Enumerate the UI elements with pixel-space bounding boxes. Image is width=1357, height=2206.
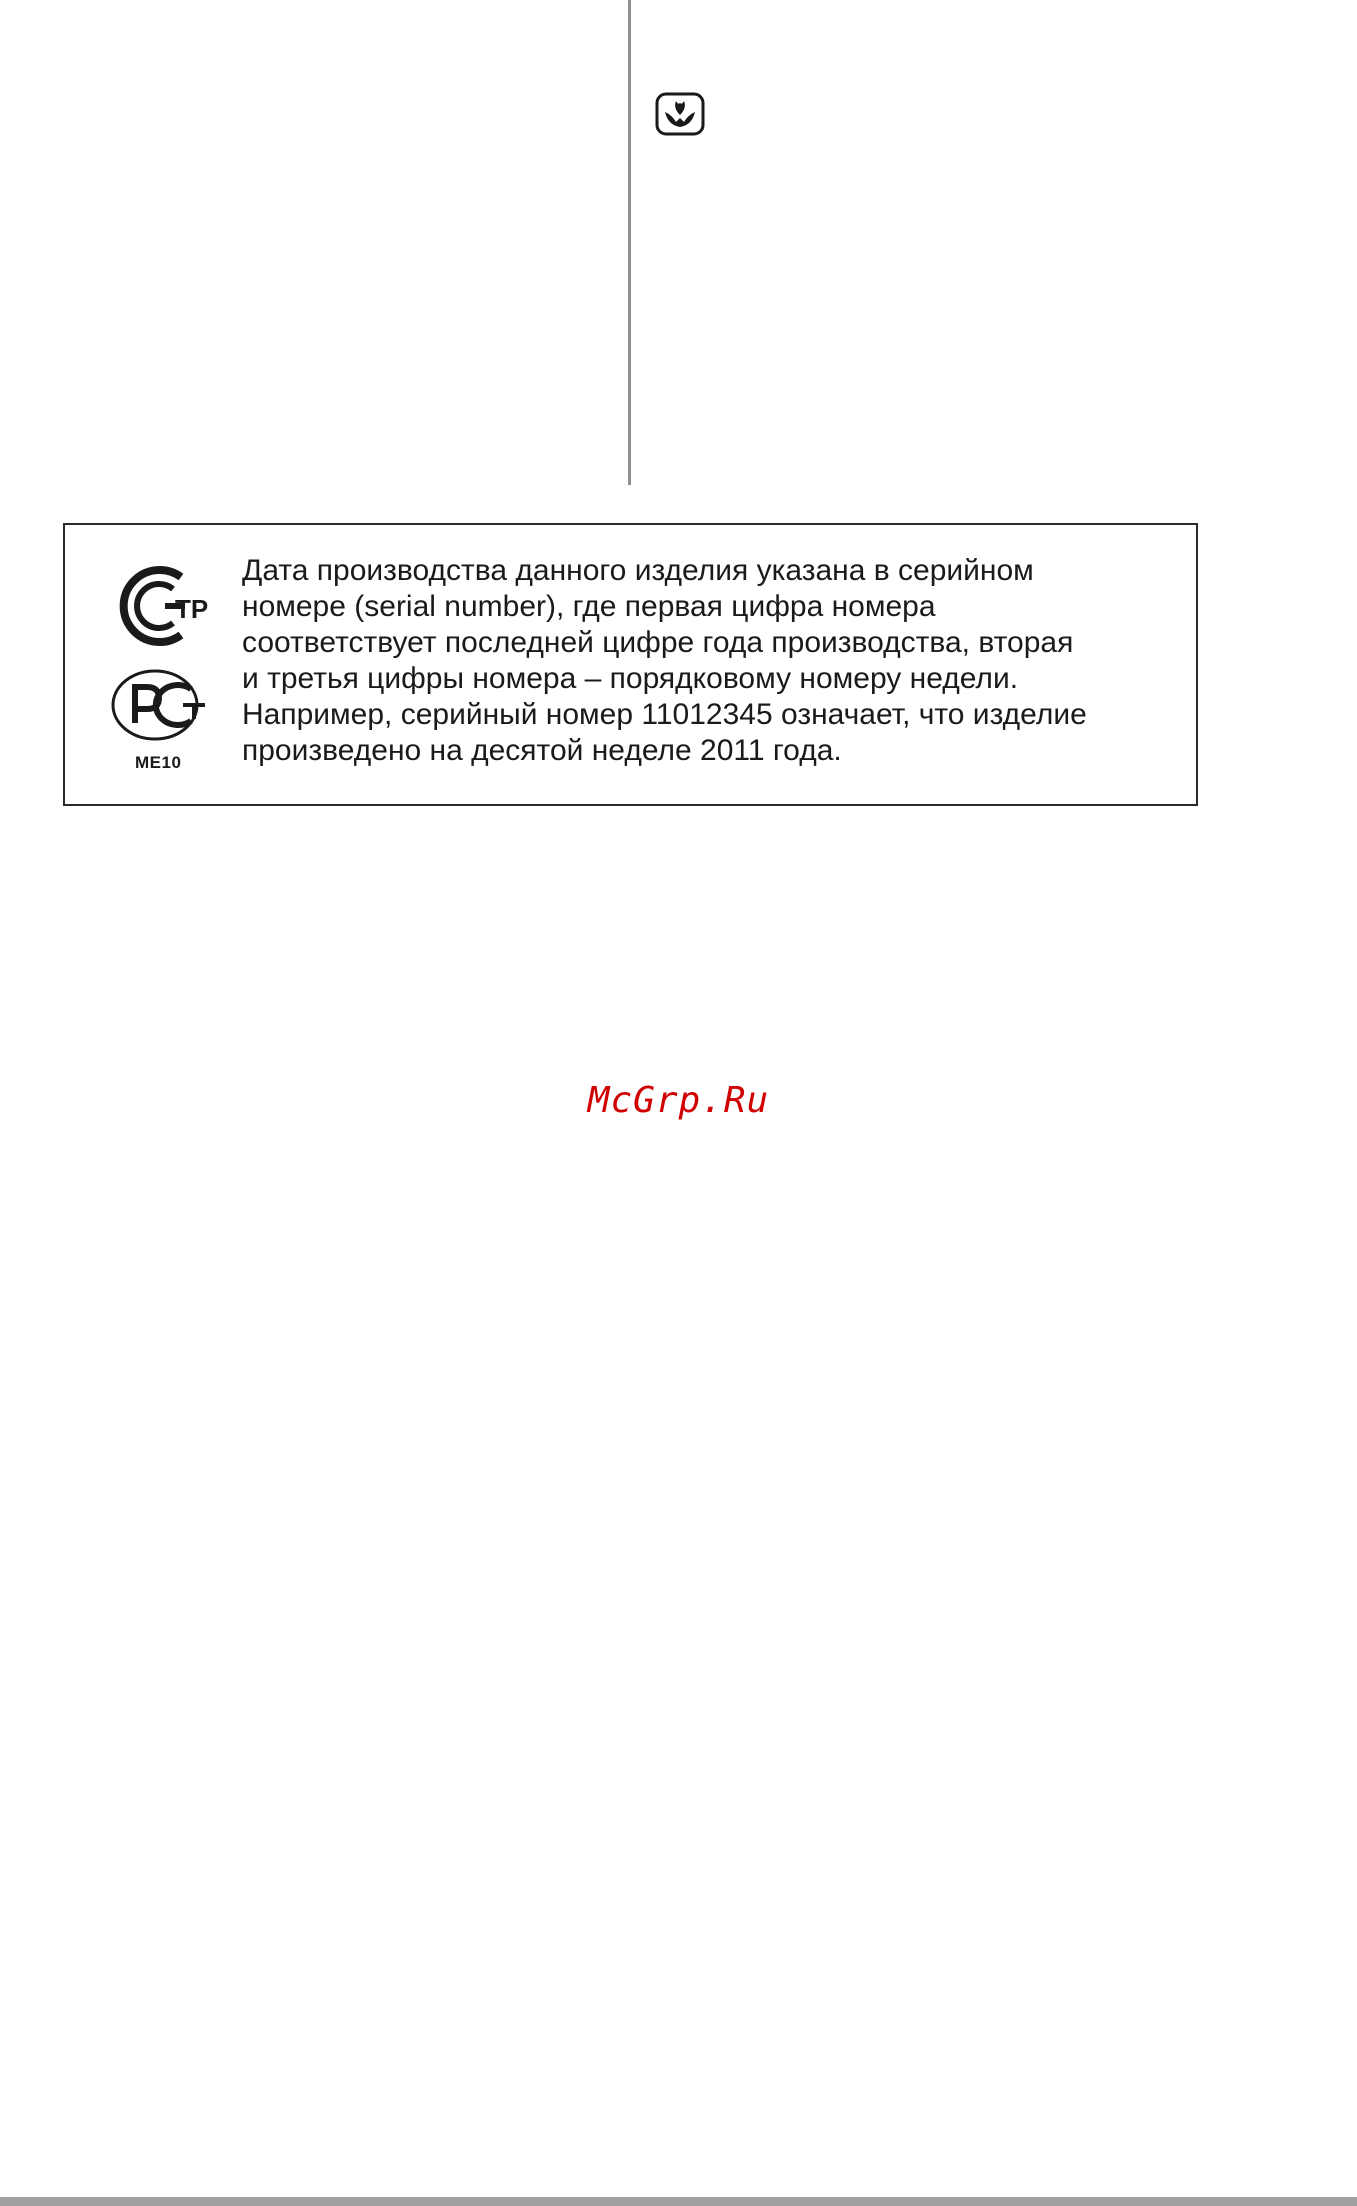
watermark-link[interactable]: McGrp.Ru <box>587 1080 770 1121</box>
rst-mark-icon <box>109 665 221 745</box>
food-safe-icon <box>655 92 705 136</box>
notice-line: произведено на десятой неделе 2011 года. <box>242 734 842 767</box>
eac-mark-icon <box>109 561 221 651</box>
notice-text <box>242 553 1182 769</box>
column-divider <box>628 0 631 485</box>
eac-mark-letters: ТР <box>175 594 209 624</box>
notice-line: номере (serial number), где первая цифра номера <box>242 590 936 623</box>
notice-line: Например, серийный номер 11012345 означает, что изделие <box>242 698 1087 731</box>
notice-line: и третья цифры номера – порядковому номеру недели. <box>242 662 1019 695</box>
footer-bar <box>0 2197 1357 2206</box>
production-date-notice <box>63 523 1198 806</box>
notice-line: соответствует последней цифре года производства, вторая <box>242 626 1074 659</box>
notice-line: Дата производства данного изделия указана в серийном <box>242 554 1034 587</box>
certification-code: ME10 <box>135 753 182 772</box>
